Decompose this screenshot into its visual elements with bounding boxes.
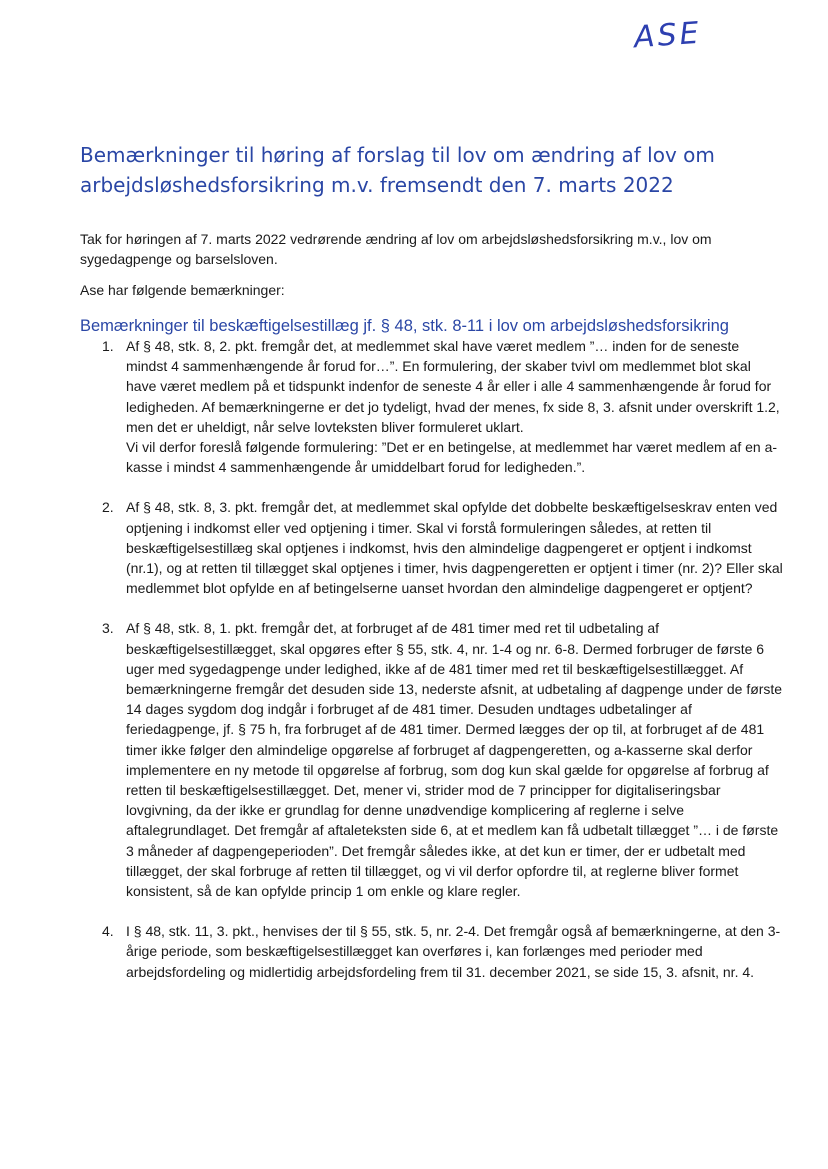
lead-paragraph: Ase har følgende bemærkninger: bbox=[80, 282, 285, 298]
item-paragraph: Vi vil derfor foreslå følgende formulering: ”Det er en betingelse, at medlemmet har været medlem af en a-kasse i mindst 4 sammenhængende år umiddelbart forud for ledigheden.”. bbox=[126, 439, 778, 476]
handwritten-stamp: ASE bbox=[632, 15, 703, 56]
item-number: 3. bbox=[102, 620, 114, 637]
item-number: 1. bbox=[102, 338, 114, 354]
document-title: Bemærkninger til høring af forslag til lov om ændring af lov om arbejdsløshedsforsikring m.v. fremsendt den 7. marts 2022 bbox=[80, 143, 715, 197]
item-paragraph: Af § 48, stk. 8, 2. pkt. fremgår det, at medlemmet skal have været medlem ”… inden for de seneste mindst 4 sammenhængende år forud for…”. En formulering, der skaber tvivl om medlemmet blot skal have været medlem på et tidspunkt indenfor de seneste 4 år eller i alle 4 sammenhængende år forud for ledigheden. Af bemærkningerne er det jo tydeligt, hvad der menes, fx side 8, 3. afsnit under overskrift 1.2, men det er uheldigt, når selve lovteksten bliver formuleret uklart. bbox=[126, 338, 780, 435]
item-paragraph: Af § 48, stk. 8, 1. pkt. fremgår det, at forbruget af de 481 timer med ret til udbetaling af beskæftigelsestillægget, skal opgøres efter § 55, stk. 4, nr. 1-4 og nr. 6-8. Dermed forbruger de første 6 uger med sygedagpenge under ledighed, ikke af de 481 timer med ret til beskæftigelsestillægget. Af bemærkningerne fremgår det desuden side 13, nederste afsnit, at udbetaling af dagpenge under de første 14 dages sygdom dog indgår i forbruget af de 481 timer. Desuden undtages udbetalinger af feriedagpenge, jf. § 75 h, fra forbruget af de 481 timer. Dermed lægges der op til, at forbruget af de 481 timer ikke følger den almindelige opgørelse af forbruget af dagpengeretten, og a-kasserne skal derfor implementere en ny metode til opgørelse af forbrug, som dog kun skal gælde for opgørelse af forbrug af retten til beskæftigelsestillægget. Det, mener vi, strider mod de 7 principper for digitaliseringsbar lovgivning, da der ikke er grundlag for denne unødvendige komplicering af reglerne i selve aftalegrundlaget. Det fremgår af aftaleteksten side 6, at et medlem kan få udbetalt tillægget ”… i de første 3 måneder af dagpengeperioden”. Det fremgår således ikke, at det kun er timer, der er udbetalt med tillægget, der skal forbruge af retten til tillægget, og vi vil derfor opfordre til, at reglerne bliver formet konsistent, så de kan opfylde princip 1 om enkle og klare regler. bbox=[126, 620, 783, 900]
section-heading: Bemærkninger til beskæftigelsestillæg jf. § 48, stk. 8-11 i lov om arbejdsløshedsforsikring bbox=[80, 317, 729, 335]
item-paragraph: I § 48, stk. 11, 3. pkt., henvises der til § 55, stk. 5, nr. 2-4. Det fremgår også af bemærkningerne, at den 3-årige periode, som beskæftigelsestillægget kan overføres i, kan forlænges med perioder med arbejdsfordeling og midlertidig arbejdsfordeling frem til 31. december 2021, se side 15, 3. afsnit, nr. 4. bbox=[126, 923, 781, 980]
remarks-list bbox=[80, 336, 784, 1002]
list-item bbox=[80, 497, 784, 598]
list-item bbox=[80, 336, 784, 477]
list-item bbox=[80, 921, 784, 982]
item-paragraph: Af § 48, stk. 8, 3. pkt. fremgår det, at medlemmet skal opfylde det dobbelte beskæftigelseskrav enten ved optjening i indkomst eller ved optjening i timer. Skal vi forstå formuleringen således, at retten til beskæftigelsestillæg skal optjenes i indkomst, hvis den almindelige dagpengeret er optjent i indkomst (nr.1), og at retten til tillægget skal optjenes i timer, hvis dagpengeretten er optjent i timer (nr. 2)? Eller skal medlemmet blot opfylde en af betingelserne uanset hvordan den almindelige dagpengeret er optjent? bbox=[126, 499, 783, 597]
intro-paragraph: Tak for høringen af 7. marts 2022 vedrørende ændring af lov om arbejdsløshedsforsikring m.v., lov om sygedagpenge og barselsloven. bbox=[80, 231, 712, 267]
item-number: 2. bbox=[102, 499, 114, 516]
list-item bbox=[80, 618, 784, 901]
item-number: 4. bbox=[102, 923, 114, 940]
